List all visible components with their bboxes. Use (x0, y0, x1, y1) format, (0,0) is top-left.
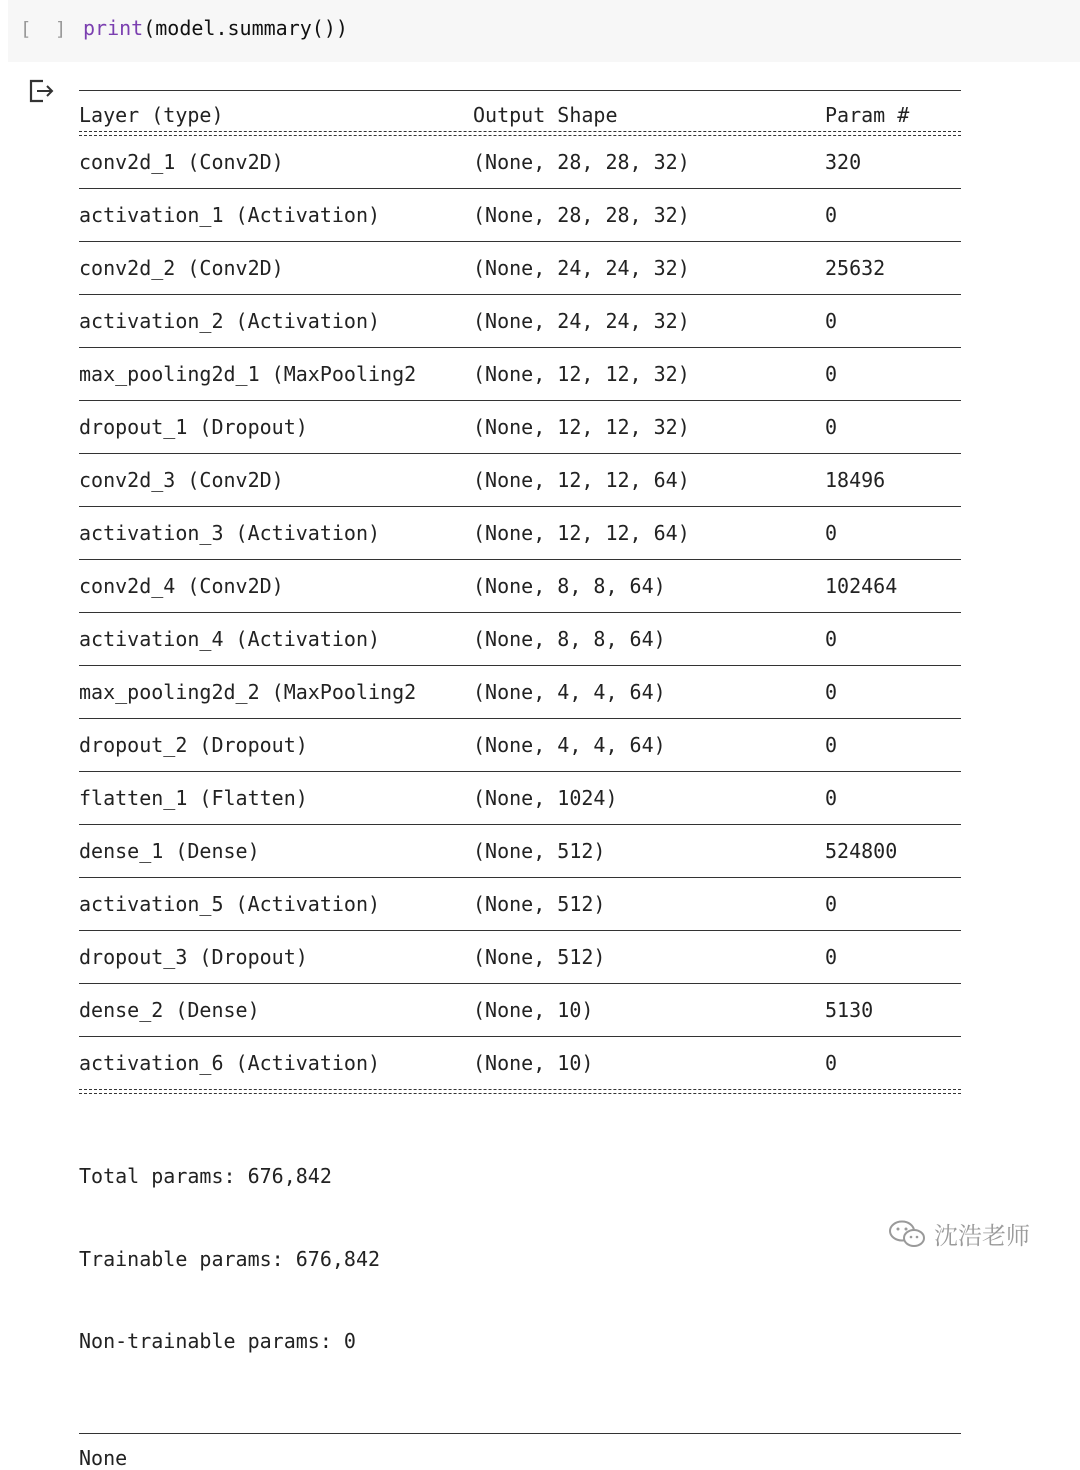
param-count-cell: 320 (825, 150, 862, 174)
param-count-cell: 18496 (825, 468, 886, 492)
layer-cell: max_pooling2d_2 (MaxPooling2 (79, 680, 417, 704)
output-shape-cell: (None, 24, 24, 32) (473, 256, 690, 280)
output-shape-cell: (None, 28, 28, 32) (473, 203, 690, 227)
output-shape-cell: (None, 28, 28, 32) (473, 150, 690, 174)
layer-cell: conv2d_1 (Conv2D) (79, 150, 284, 174)
layer-cell: flatten_1 (Flatten) (79, 786, 308, 810)
output-shape-cell: (None, 512) (473, 839, 606, 863)
table-row (79, 613, 961, 665)
trainable-params: Trainable params: 676,842 (79, 1246, 381, 1271)
output-shape-cell: (None, 4, 4, 64) (473, 733, 666, 757)
total-params: Total params: 676,842 (79, 1164, 332, 1188)
output-shape-cell: (None, 12, 12, 64) (473, 468, 690, 492)
layer-cell: conv2d_3 (Conv2D) (79, 468, 284, 492)
output-shape-cell: (None, 10) (473, 998, 594, 1022)
param-count-cell: 0 (825, 733, 838, 757)
code-arguments: (model.summary()) (143, 16, 348, 40)
bottom-rule (79, 1433, 961, 1434)
layer-cell: activation_5 (Activation) (79, 892, 381, 916)
table-header (79, 91, 961, 131)
table-row (79, 772, 961, 824)
table-row (79, 242, 961, 294)
output-shape-cell: (None, 1024) (473, 786, 618, 810)
layer-cell: dense_1 (Dense) (79, 839, 260, 863)
wechat-icon (888, 1219, 928, 1249)
output-shape-cell: (None, 4, 4, 64) (473, 680, 666, 704)
param-count-cell: 102464 (825, 574, 898, 598)
layer-cell: activation_6 (Activation) (79, 1051, 381, 1075)
code-cell[interactable] (8, 0, 1080, 62)
layer-cell: dropout_1 (Dropout) (79, 415, 308, 439)
param-count-cell: 0 (825, 786, 838, 810)
table-row (79, 454, 961, 506)
layer-cell: activation_3 (Activation) (79, 521, 381, 545)
header-layer: Layer (type) (79, 103, 224, 127)
table-row (79, 560, 961, 612)
return-value: None (79, 1445, 128, 1470)
param-count-cell: 0 (825, 309, 838, 333)
table-row (79, 507, 961, 559)
table-row (79, 825, 961, 877)
watermark (888, 1216, 1030, 1251)
table-row (79, 189, 961, 241)
table-row (79, 1037, 961, 1089)
output-shape-cell: (None, 512) (473, 945, 606, 969)
param-count-cell: 524800 (825, 839, 898, 863)
output-shape-cell: (None, 12, 12, 32) (473, 362, 690, 386)
layer-cell: conv2d_2 (Conv2D) (79, 256, 284, 280)
header-output-shape: Output Shape (473, 103, 618, 127)
param-count-cell: 0 (825, 892, 838, 916)
table-row (79, 666, 961, 718)
param-count-cell: 0 (825, 945, 838, 969)
output-shape-cell: (None, 12, 12, 32) (473, 415, 690, 439)
layer-cell: activation_2 (Activation) (79, 309, 381, 333)
output-arrow-icon[interactable] (28, 78, 56, 104)
table-row (79, 931, 961, 983)
output-shape-cell: (None, 12, 12, 64) (473, 521, 690, 545)
summary-output (79, 90, 961, 1470)
layer-cell: dense_2 (Dense) (79, 998, 260, 1022)
param-count-cell: 0 (825, 521, 838, 545)
param-count-cell: 0 (825, 203, 838, 227)
layer-cell: activation_4 (Activation) (79, 627, 381, 651)
layer-cell: dropout_3 (Dropout) (79, 945, 308, 969)
watermark-text: 沈浩老师 (934, 1222, 1030, 1250)
table-row (79, 878, 961, 930)
param-count-cell: 25632 (825, 256, 886, 280)
code-function-name: print (83, 16, 144, 40)
layer-cell: max_pooling2d_1 (MaxPooling2 (79, 362, 417, 386)
param-count-cell: 0 (825, 680, 838, 704)
param-count-cell: 0 (825, 362, 838, 386)
param-totals (79, 1094, 961, 1411)
param-count-cell: 0 (825, 1051, 838, 1075)
layer-cell: activation_1 (Activation) (79, 203, 381, 227)
param-count-cell: 0 (825, 627, 838, 651)
non-trainable-params: Non-trainable params: 0 (79, 1329, 356, 1353)
code-input[interactable] (83, 16, 348, 40)
layer-rows (79, 136, 961, 1089)
output-shape-cell: (None, 8, 8, 64) (473, 574, 666, 598)
table-row (79, 348, 961, 400)
output-shape-cell: (None, 24, 24, 32) (473, 309, 690, 333)
table-row (79, 136, 961, 188)
table-row (79, 984, 961, 1036)
output-shape-cell: (None, 8, 8, 64) (473, 627, 666, 651)
output-shape-cell: (None, 10) (473, 1051, 594, 1075)
layer-cell: dropout_2 (Dropout) (79, 733, 308, 757)
run-cell-button[interactable]: [ ] (20, 18, 73, 40)
param-count-cell: 0 (825, 415, 838, 439)
param-count-cell: 5130 (825, 998, 874, 1022)
table-row (79, 401, 961, 453)
output-shape-cell: (None, 512) (473, 892, 606, 916)
table-row (79, 295, 961, 347)
layer-cell: conv2d_4 (Conv2D) (79, 574, 284, 598)
table-row (79, 719, 961, 771)
header-param: Param # (825, 103, 910, 127)
